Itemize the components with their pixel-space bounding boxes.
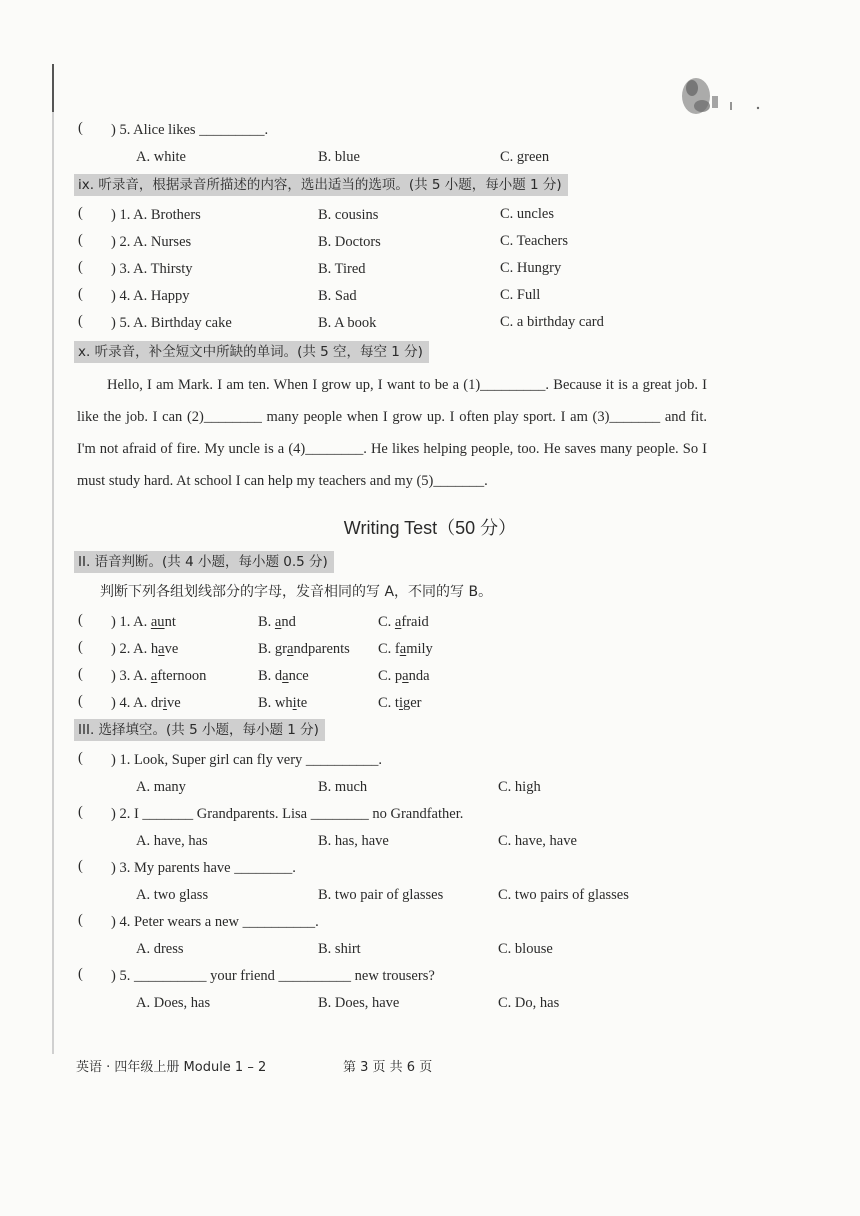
answer-paren: ( — [78, 912, 83, 928]
question-option-a: ) 1. A. Brothers — [111, 207, 201, 223]
phonics-option-a — [111, 694, 181, 712]
word-part: B. gr — [258, 641, 287, 657]
answer-paren: ( — [78, 693, 83, 709]
question-option-a: ) 3. A. Thirsty — [111, 261, 193, 277]
option-prefix: ) 3. A. — [111, 668, 151, 684]
answer-paren: ( — [78, 232, 83, 248]
word-part: B. d — [258, 668, 283, 684]
phonics-option-c — [378, 694, 422, 712]
option-b: B. two pair of glasses — [318, 887, 444, 903]
answer-paren: ( — [78, 612, 83, 628]
word-part: nt — [164, 614, 176, 630]
answer-paren: ( — [78, 286, 83, 302]
question-stem: ) 4. Peter wears a new __________. — [111, 914, 319, 930]
word-part: te — [296, 695, 308, 711]
option-a: A. Does, has — [136, 995, 211, 1011]
option-c: C. high — [498, 779, 541, 795]
question-option-a: ) 4. A. Happy — [111, 288, 190, 304]
answer-paren: ( — [78, 966, 83, 982]
phonics-option-b — [258, 694, 307, 712]
question-option-a: ) 5. A. Birthday cake — [111, 315, 232, 331]
passage-paragraph — [77, 369, 707, 497]
phonics-option-c — [378, 613, 429, 631]
word-part: C. f — [378, 641, 400, 657]
word-part: dr — [150, 695, 163, 711]
question-stem: ) 5. __________ your friend __________ new trousers? — [111, 968, 435, 984]
word-part: C. p — [378, 668, 403, 684]
option-b: B. has, have — [318, 833, 389, 849]
answer-paren: ( — [78, 750, 83, 766]
question-option-c: C. Teachers — [500, 233, 568, 249]
underlined-letters: i — [398, 695, 403, 711]
option-prefix: ) 1. A. — [111, 614, 151, 630]
option-c: C. have, have — [498, 833, 577, 849]
phonics-option-b — [258, 667, 309, 685]
section-x-heading: x. 听录音，补全短文中所缺的单词。(共 5 空，每空 1 分) — [74, 341, 429, 363]
word-part: B. wh — [258, 695, 293, 711]
footer-page-number: 第 3 页 共 6 页 — [343, 1060, 433, 1075]
section-ii-heading: II. 语音判断。(共 4 小题，每小题 0.5 分) — [74, 551, 334, 573]
question-stem: ) 1. Look, Super girl can fly very __________. — [111, 752, 383, 768]
underlined-letters: i — [162, 695, 167, 711]
underlined-letters: a — [150, 668, 158, 684]
answer-paren: ( — [78, 259, 83, 275]
word-part: mily — [406, 641, 433, 657]
question-stem: ) 3. My parents have ________. — [111, 860, 296, 876]
phonics-option-b — [258, 613, 296, 631]
word-part: C. t — [378, 695, 399, 711]
answer-paren: ( — [78, 858, 83, 874]
word-part: ve — [164, 641, 179, 657]
question-stem: ) 2. I _______ Grandparents. Lisa ________ no Grandfather. — [111, 806, 464, 822]
underlined-letters: au — [150, 614, 165, 630]
underlined-letters: i — [292, 695, 297, 711]
question-option-b: B. Tired — [318, 261, 366, 277]
question-option-c: C. Hungry — [500, 260, 562, 276]
answer-paren: ( — [78, 639, 83, 655]
section-iii-heading: III. 选择填空。(共 5 小题，每小题 1 分) — [74, 719, 325, 741]
option-b: B. blue — [318, 149, 360, 165]
word-part: nd — [281, 614, 296, 630]
word-part: fraid — [401, 614, 429, 630]
option-a: A. two glass — [136, 887, 209, 903]
scan-edge-mark — [52, 64, 54, 112]
option-c: C. Do, has — [498, 995, 560, 1011]
question-option-a: ) 2. A. Nurses — [111, 234, 192, 250]
option-b: B. shirt — [318, 941, 361, 957]
option-a: A. dress — [136, 941, 184, 957]
phonics-option-c — [378, 667, 430, 685]
underlined-letters: a — [274, 614, 282, 630]
word-part: ndparents — [293, 641, 350, 657]
word-part: ve — [167, 695, 181, 711]
underlined-letters: a — [399, 641, 407, 657]
question-option-b: B. Doctors — [318, 234, 381, 250]
word-part: B. — [258, 614, 275, 630]
option-a: A. white — [136, 149, 186, 165]
footer-course: 英语 · 四年级上册 Module 1 – 2 — [76, 1060, 267, 1075]
publisher-logo-icon — [672, 66, 762, 122]
word-part: nda — [408, 668, 430, 684]
question-option-b: B. cousins — [318, 207, 379, 223]
underlined-letters: a — [402, 668, 409, 684]
section-ix-heading: ix. 听录音，根据录音所描述的内容，选出适当的选项。(共 5 小题，每小题 1 分) — [74, 174, 568, 196]
phonics-option-a — [111, 667, 206, 685]
scan-edge-line — [52, 64, 54, 1054]
underlined-letters: a — [394, 614, 402, 630]
question-option-c: C. uncles — [500, 206, 554, 222]
phonics-option-a — [111, 640, 178, 658]
underlined-letters: a — [287, 641, 294, 657]
answer-paren: ( — [78, 313, 83, 329]
option-a: A. have, has — [136, 833, 208, 849]
word-part: fternoon — [157, 668, 207, 684]
writing-test-title: Writing Test（50 分） — [343, 518, 517, 538]
word-part: nce — [288, 668, 309, 684]
option-c: C. two pairs of glasses — [498, 887, 629, 903]
question-option-b: B. Sad — [318, 288, 357, 304]
question-option-b: B. A book — [318, 315, 377, 331]
section-ii-instruction: 判断下列各组划线部分的字母，发音相同的写 A，不同的写 B。 — [100, 584, 493, 600]
option-a: A. many — [136, 779, 186, 795]
option-b: B. Does, have — [318, 995, 400, 1011]
answer-paren: ( — [78, 666, 83, 682]
word-part: C. — [378, 614, 395, 630]
option-c: C. blouse — [498, 941, 553, 957]
phonics-option-c — [378, 640, 433, 658]
word-part: ger — [402, 695, 422, 711]
question-stem: ) 5. Alice likes _________. — [111, 122, 269, 138]
passage-text: Hello, I am Mark. I am ten. When I grow up, I want to be a (1)_________. Because it is a great job. I like the job. I can (2)________ many people when I grow up. I often play sport. I am (3)_______ and fit. I'm not afraid of fire. My uncle is a (4)________. He likes helping people, too. He saves many people. So I must study hard. At school I can help my teachers and my (5)_______. — [77, 377, 707, 489]
question-option-c: C. Full — [500, 287, 541, 303]
question-option-c: C. a birthday card — [500, 314, 604, 330]
phonics-option-a — [111, 613, 176, 631]
underlined-letters: a — [158, 641, 165, 657]
option-b: B. much — [318, 779, 368, 795]
phonics-option-b — [258, 640, 350, 658]
answer-paren: ( — [78, 205, 83, 221]
option-c: C. green — [500, 149, 550, 165]
word-part: h — [150, 641, 159, 657]
option-prefix: ) 4. A. — [111, 695, 151, 711]
answer-paren: ( — [78, 120, 83, 136]
option-prefix: ) 2. A. — [111, 641, 151, 657]
underlined-letters: a — [282, 668, 289, 684]
answer-paren: ( — [78, 804, 83, 820]
